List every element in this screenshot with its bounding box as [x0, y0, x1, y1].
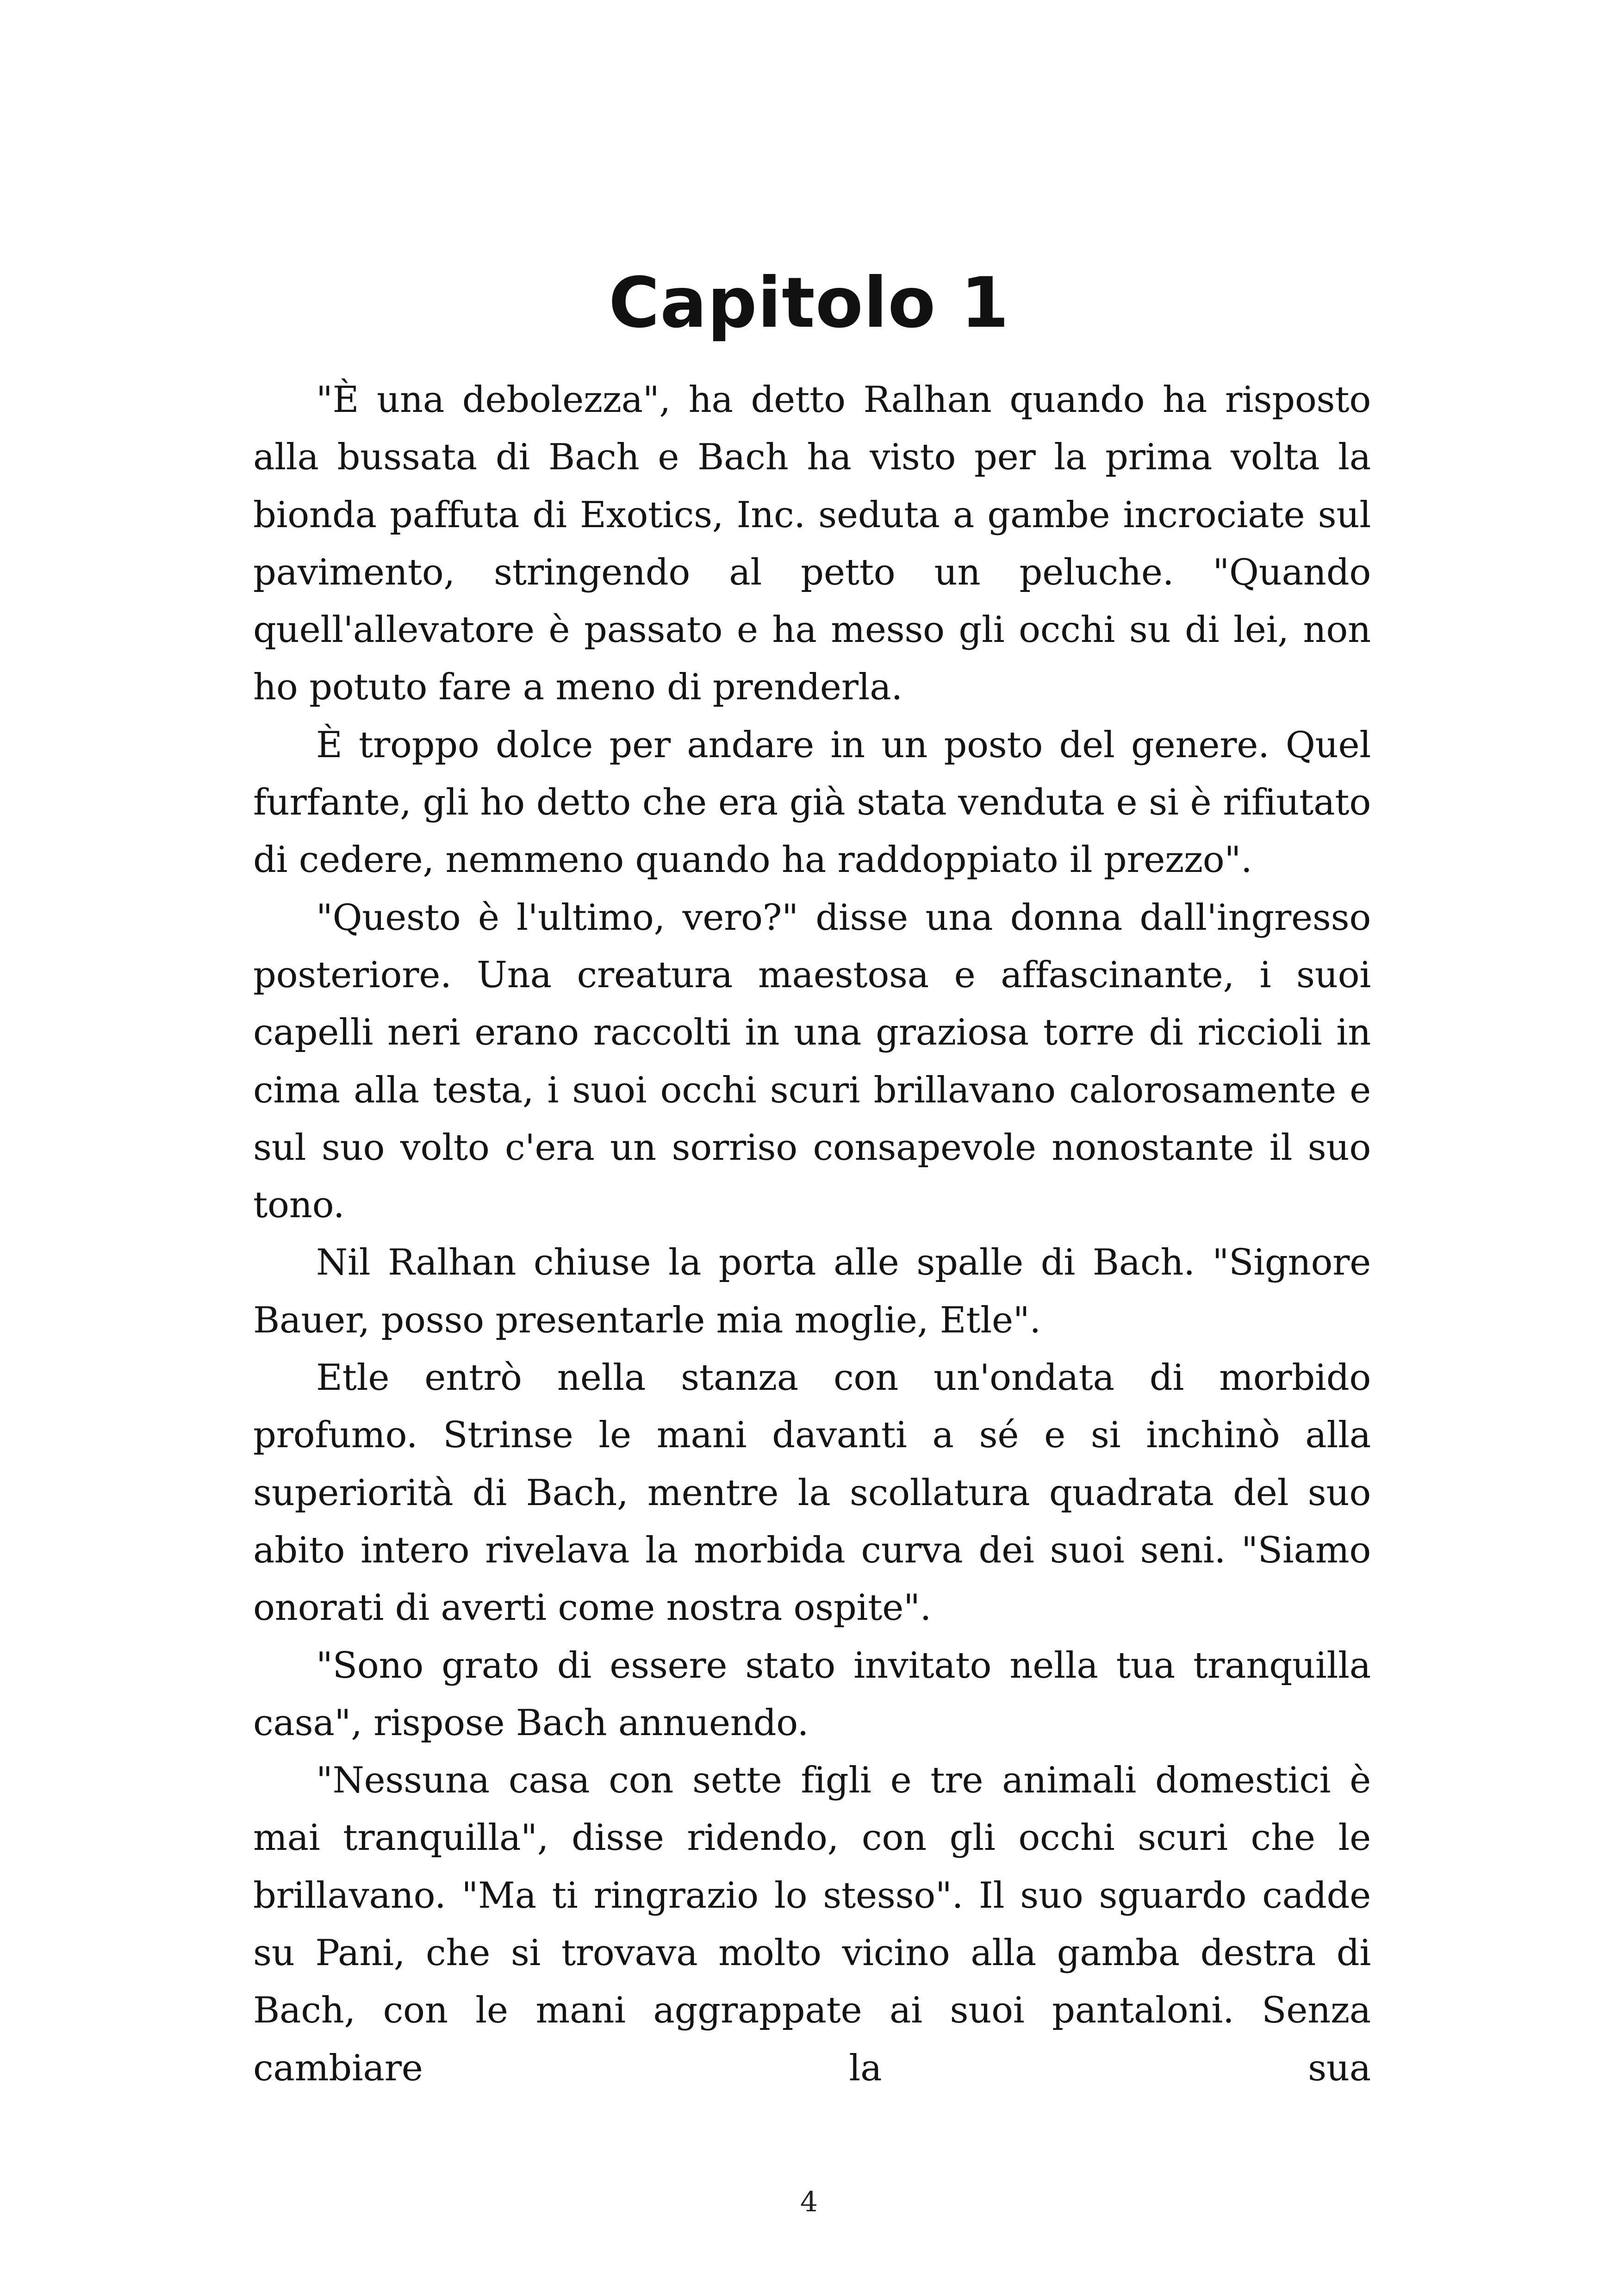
page-number: 4 [800, 2186, 818, 2218]
paragraph: Nil Ralhan chiuse la porta alle spalle di Bach. "Signore Bauer, posso presentarle mia moglie, Etle". [253, 1242, 1371, 1341]
paragraph: "Nessuna casa con sette figli e tre animali domestici è mai tranquilla", disse ridendo, con gli occhi scuri che le brillavano. "Ma ti ringrazio lo stesso". Il suo sguardo cadde su Pani, che si trovava molto vicino alla gamba destra di Bach, con le mani aggrappate ai suoi pantaloni. Senza cambiare la sua [253, 1760, 1371, 2089]
paragraph: "È una debolezza", ha detto Ralhan quando ha risposto alla bussata di Bach e Bach ha visto per la prima volta la bionda paffuta di Exotics, Inc. seduta a gambe incrociate sul pavimento, stringendo al petto un peluche. "Quando quell'allevatore è passato e ha messo gli occhi su di lei, non ho potuto fare a meno di prenderla. [253, 379, 1371, 709]
chapter-title: Capitolo 1 [609, 263, 1009, 343]
paragraph: "Sono grato di essere stato invitato nella tua tranquilla casa", rispose Bach annuendo. [253, 1644, 1371, 1744]
paragraph: È troppo dolce per andare in un posto del genere. Quel furfante, gli ho detto che era già stata venduta e si è rifiutato di cedere, nemmeno quando ha raddoppiato il prezzo". [253, 724, 1371, 881]
paragraph: Etle entrò nella stanza con un'ondata di morbido profumo. Strinse le mani davanti a sé e si inchinò alla superiorità di Bach, mentre la scollatura quadrata del suo abito intero rivelava la morbida curva dei suoi seni. "Siamo onorati di averti come nostra ospite". [253, 1357, 1371, 1629]
chapter-body [253, 371, 1371, 2097]
paragraph: "Questo è l'ultimo, vero?" disse una donna dall'ingresso posteriore. Una creatura maestosa e affascinante, i suoi capelli neri erano raccolti in una graziosa torre di riccioli in cima alla testa, i suoi occhi scuri brillavano calorosamente e sul suo volto c'era un sorriso consapevole nonostante il suo tono. [253, 896, 1371, 1226]
